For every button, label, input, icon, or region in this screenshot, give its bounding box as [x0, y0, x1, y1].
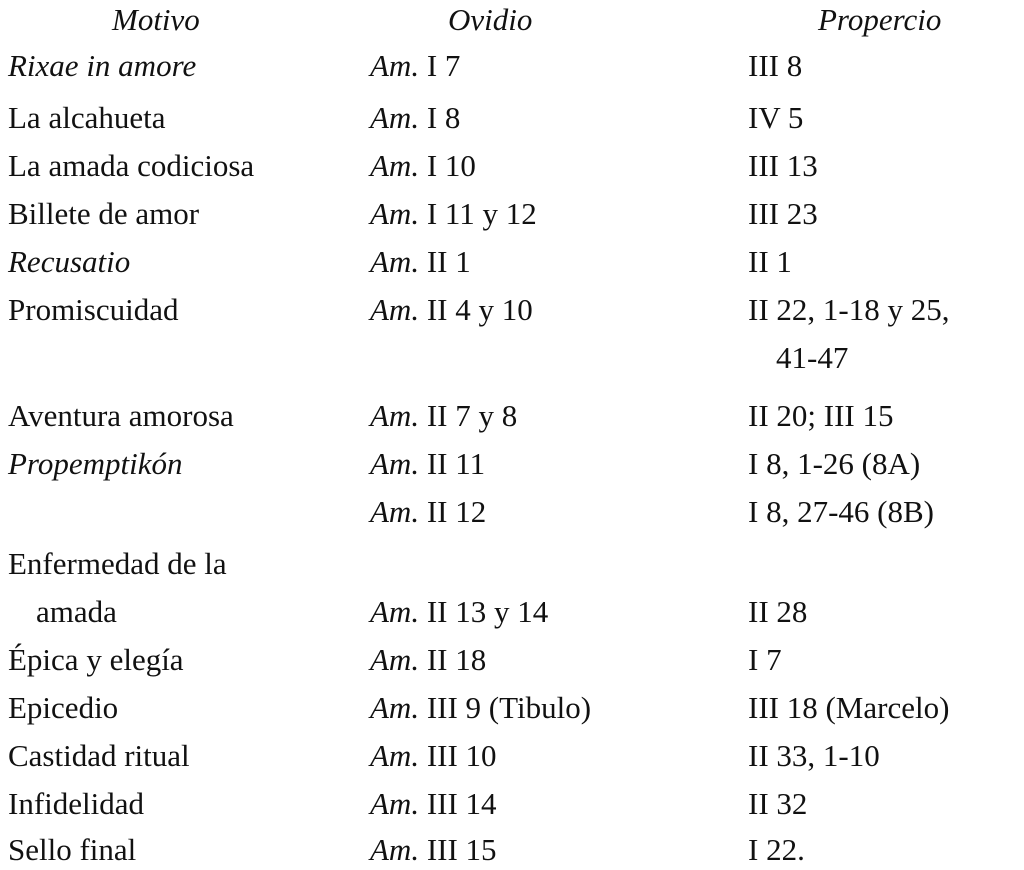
table-row-continuation [0, 592, 1024, 632]
header-ovidio: Ovidio [448, 2, 533, 37]
ovidio-cell: Am. II 12 [370, 494, 487, 529]
motivo-cell: Recusatio [8, 244, 131, 279]
ovidio-cell: Am. III 9 (Tibulo) [370, 690, 592, 725]
ovidio-cell: Am. II 4 y 10 [370, 292, 533, 327]
ovidio-cell: Am. II 13 y 14 [370, 594, 549, 629]
ovidio-cell: Am. I 11 y 12 [370, 196, 537, 231]
propercio-cell: I 22. [748, 832, 805, 867]
ovidio-cell: Am. II 1 [370, 244, 471, 279]
table-row [0, 736, 1024, 776]
ovidio-cell: Am. I 8 [370, 100, 461, 135]
propercio-cell: III 8 [748, 48, 803, 83]
propercio-cell: II 33, 1-10 [748, 738, 880, 773]
table-row [0, 544, 1024, 584]
table-row [0, 242, 1024, 282]
propercio-cell-continuation: 41-47 [776, 340, 849, 375]
propercio-cell: I 7 [748, 642, 782, 677]
table-row [0, 98, 1024, 138]
propercio-cell: III 13 [748, 148, 818, 183]
ovidio-cell: Am. III 14 [370, 786, 497, 821]
ovidio-cell: Am. III 10 [370, 738, 497, 773]
table-row [0, 46, 1024, 86]
table-row [0, 146, 1024, 186]
motivo-cell: Epicedio [8, 690, 119, 725]
motivo-cell: Propemptikón [8, 446, 183, 481]
propercio-cell: II 20; III 15 [748, 398, 894, 433]
table-row [0, 688, 1024, 728]
propercio-cell: III 23 [748, 196, 818, 231]
motivo-cell: Aventura amorosa [8, 398, 234, 433]
propercio-cell: II 28 [748, 594, 808, 629]
motivo-cell: Enfermedad de la [8, 546, 227, 581]
header-propercio: Propercio [818, 2, 942, 37]
motivo-cell: Épica y elegía [8, 642, 184, 677]
motivo-cell: La alcahueta [8, 100, 166, 135]
table-row [0, 640, 1024, 680]
header-motivo: Motivo [112, 2, 200, 37]
table-row [0, 784, 1024, 824]
table-row [0, 830, 1024, 870]
motivo-cell: Castidad ritual [8, 738, 190, 773]
table-row [0, 492, 1024, 532]
ovidio-cell: Am. III 15 [370, 832, 497, 867]
table-row [0, 290, 1024, 330]
ovidio-cell: Am. II 11 [370, 446, 486, 481]
propercio-cell: II 22, 1-18 y 25, [748, 292, 950, 327]
ovidio-cell: Am. II 18 [370, 642, 487, 677]
propercio-cell: I 8, 27-46 (8B) [748, 494, 934, 529]
propercio-cell: I 8, 1-26 (8A) [748, 446, 921, 481]
propercio-cell: IV 5 [748, 100, 804, 135]
motivo-cell: Rixae in amore [8, 48, 197, 83]
table-header [0, 0, 1024, 40]
motivo-cell-continuation: amada [36, 594, 117, 629]
motivo-cell: Sello final [8, 832, 137, 867]
motivo-cell: Infidelidad [8, 786, 145, 821]
table-row [0, 396, 1024, 436]
table-row [0, 194, 1024, 234]
table-row [0, 444, 1024, 484]
motivo-cell: Promiscuidad [8, 292, 179, 327]
ovidio-cell: Am. I 7 [370, 48, 461, 83]
motivo-cell: Billete de amor [8, 196, 200, 231]
propercio-cell: II 1 [748, 244, 792, 279]
propercio-cell: II 32 [748, 786, 808, 821]
motivo-cell: La amada codiciosa [8, 148, 255, 183]
propercio-cell: III 18 (Marcelo) [748, 690, 950, 725]
ovidio-cell: Am. II 7 y 8 [370, 398, 518, 433]
ovidio-cell: Am. I 10 [370, 148, 476, 183]
table-row-continuation [0, 338, 1024, 378]
